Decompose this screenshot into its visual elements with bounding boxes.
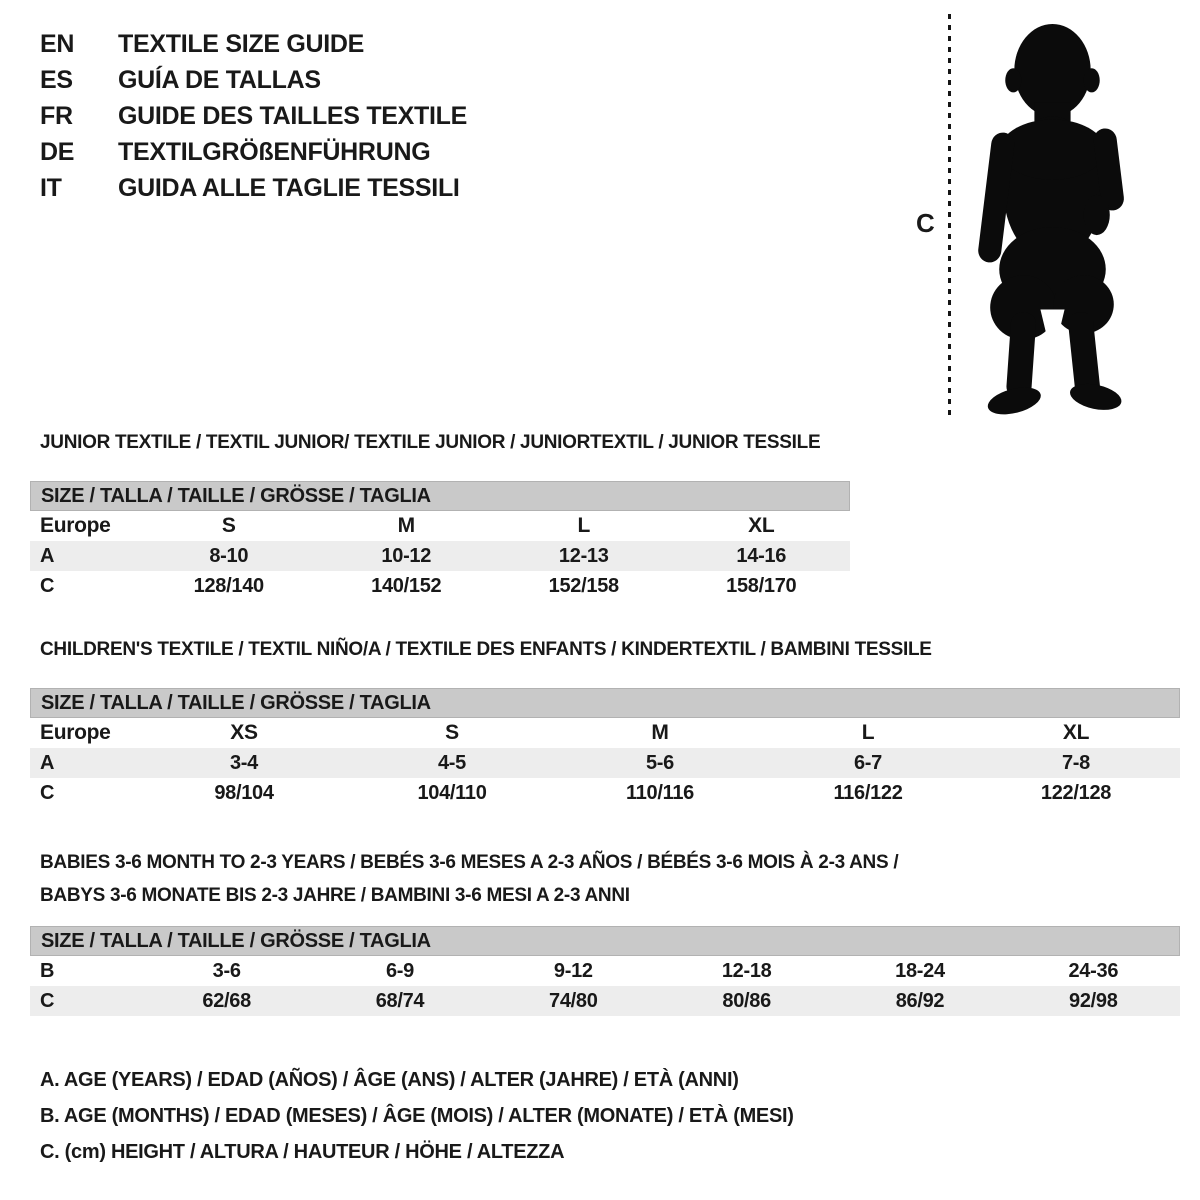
language-code: IT: [40, 174, 62, 202]
age-cell: 7-8: [1061, 751, 1090, 774]
table-row: [30, 718, 1180, 748]
children-section-title: CHILDREN'S TEXTILE / TEXTIL NIÑO/A / TEXTILE DES ENFANTS / KINDERTEXTIL / BAMBINI TESSILE: [40, 639, 932, 660]
size-cell: XS: [230, 721, 258, 744]
size-cell: XL: [748, 514, 775, 537]
size-header-bar: SIZE / TALLA / TAILLE / GRÖSSE / TAGLIA: [30, 481, 850, 511]
language-row-en: [40, 26, 467, 62]
babies-title-line1: BABIES 3-6 MONTH TO 2-3 YEARS / BEBÉS 3-6 MESES A 2-3 AÑOS / BÉBÉS 3-6 MOIS À 2-3 ANS /: [40, 852, 899, 873]
height-cell: 116/122: [833, 781, 903, 804]
section-junior-textile: [30, 432, 1180, 601]
height-cell: 86/92: [895, 989, 945, 1012]
language-code: ES: [40, 66, 73, 94]
size-cell: S: [221, 514, 236, 537]
language-row-fr: [40, 98, 467, 134]
age-cell: 24-36: [1068, 959, 1119, 982]
babies-title-line2: BABYS 3-6 MONATE BIS 2-3 JAHRE / BAMBINI 3-6 MESI A 2-3 ANNI: [40, 885, 630, 906]
height-cell: 152/158: [548, 574, 619, 597]
guide-title-es: GUÍA DE TALLAS: [118, 66, 321, 94]
language-title-block: [40, 26, 467, 206]
height-cell: 92/98: [1069, 989, 1118, 1012]
height-cell: 68/74: [375, 989, 425, 1012]
age-cell: 6-9: [385, 959, 414, 982]
language-row-de: [40, 134, 467, 170]
babies-size-table: [30, 926, 1180, 1016]
age-cell: 4-5: [437, 751, 466, 774]
section-childrens-textile: [30, 639, 1180, 808]
size-cell: S: [445, 721, 459, 744]
table-row: [30, 511, 850, 541]
children-size-table: [30, 688, 1180, 808]
row-label: C: [40, 781, 55, 804]
size-tables-content: [30, 432, 1180, 1054]
height-cell: 110/116: [626, 781, 694, 804]
height-measure-dashed-line: [948, 14, 951, 416]
guide-title-fr: GUIDE DES TAILLES TEXTILE: [118, 102, 468, 130]
age-cell: 12-13: [558, 544, 609, 567]
row-label: A: [40, 544, 55, 567]
language-row-it: [40, 170, 467, 206]
size-cell: L: [861, 721, 875, 744]
age-cell: 10-12: [381, 544, 432, 567]
age-cell: 3-6: [212, 959, 241, 982]
table-row: [30, 571, 850, 601]
language-code: EN: [40, 30, 75, 58]
age-cell: 3-4: [229, 751, 258, 774]
row-label: A: [40, 751, 55, 774]
junior-size-table: [30, 481, 850, 601]
height-cell: 104/110: [417, 781, 487, 804]
language-code: DE: [40, 138, 75, 166]
height-cell: 128/140: [193, 574, 264, 597]
table-row: [30, 748, 1180, 778]
row-label: C: [40, 989, 55, 1012]
legend-footnotes: [40, 1062, 794, 1170]
age-cell: 8-10: [209, 544, 249, 567]
language-row-es: [40, 62, 467, 98]
row-label: C: [40, 574, 55, 597]
footnote-a-age-years: A. AGE (YEARS) / EDAD (AÑOS) / ÂGE (ANS) / ALTER (JAHRE) / ETÀ (ANNI): [40, 1069, 739, 1091]
junior-section-title: JUNIOR TEXTILE / TEXTIL JUNIOR/ TEXTILE JUNIOR / JUNIORTEXTIL / JUNIOR TESSILE: [40, 432, 821, 453]
guide-title-de: TEXTILGRÖßENFÜHRUNG: [118, 138, 431, 166]
age-cell: 18-24: [895, 959, 945, 982]
height-measure-label: C: [916, 208, 935, 238]
size-header-bar: SIZE / TALLA / TAILLE / GRÖSSE / TAGLIA: [30, 688, 1180, 718]
size-cell: M: [651, 721, 669, 744]
age-cell: 6-7: [853, 751, 882, 774]
language-code: FR: [40, 102, 73, 130]
table-row: [30, 986, 1180, 1016]
age-cell: 14-16: [736, 544, 787, 567]
age-cell: 12-18: [721, 959, 772, 982]
row-label: Europe: [40, 514, 111, 537]
height-cell: 98/104: [214, 781, 274, 804]
size-cell: L: [577, 514, 591, 537]
row-label: Europe: [40, 721, 111, 744]
row-label: B: [40, 959, 55, 982]
footnote-c-height-cm: C. (cm) HEIGHT / ALTURA / HAUTEUR / HÖHE / ALTEZZA: [40, 1141, 565, 1163]
height-cell: 122/128: [1040, 781, 1112, 804]
height-cell: 158/170: [726, 574, 797, 597]
table-row: [30, 541, 850, 571]
age-cell: 9-12: [553, 959, 593, 982]
height-cell: 74/80: [549, 989, 598, 1012]
age-cell: 5-6: [645, 751, 674, 774]
babies-section-title: [40, 846, 1180, 912]
height-cell: 80/86: [722, 989, 771, 1012]
height-cell: 62/68: [202, 989, 251, 1012]
table-row: [30, 956, 1180, 986]
footnote-b-age-months: B. AGE (MONTHS) / EDAD (MESES) / ÂGE (MOIS) / ALTER (MONATE) / ETÀ (MESI): [40, 1105, 794, 1127]
size-cell: M: [397, 514, 415, 537]
guide-title-it: GUIDA ALLE TAGLIE TESSILI: [118, 174, 460, 202]
size-header-bar: SIZE / TALLA / TAILLE / GRÖSSE / TAGLIA: [30, 926, 1180, 956]
height-cell: 140/152: [371, 574, 442, 597]
size-cell: XL: [1062, 721, 1090, 744]
guide-title-en: TEXTILE SIZE GUIDE: [118, 30, 365, 58]
toddler-silhouette: [962, 16, 1147, 423]
table-row: [30, 778, 1180, 808]
section-babies-textile: [30, 846, 1180, 1016]
